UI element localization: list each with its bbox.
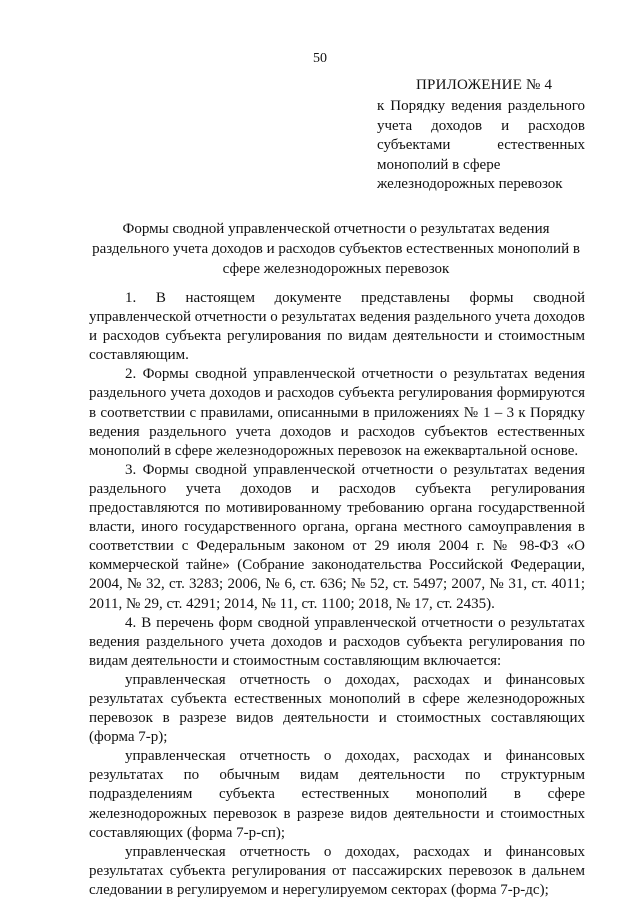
list-item-form-7-r: управленческая отчетность о доходах, расходах и финансовых результатах субъекта естественных монополий в сфере железнодорожных перевозок в разрезе видов деятельности и стоимостных составляющих (форма 7-р);: [89, 671, 585, 746]
appendix-reference: [377, 97, 585, 195]
appendix-heading: ПРИЛОЖЕНИЕ № 4: [416, 77, 553, 93]
paragraph-2: 2. Формы сводной управленческой отчетности о результатах ведения раздельного учета доходов и расходов субъекта регулирования формируются в соответствии с правилами, описанными в приложениях № 1 – 3 к Порядку ведения раздельного учета доходов и расходов субъектов естественных монополий в сфере железнодорожных перевозок на ежеквартальной основе.: [89, 366, 585, 459]
appendix-reference-last-line: железнодорожных перевозок: [377, 176, 563, 192]
list-item-form-7-r-ds: управленческая отчетность о доходах, расходах и финансовых результатах субъекта регулирования от пассажирских перевозок в дальнем следовании в регулируемом и нерегулируемом секторах (форма 7-р-дс);: [89, 843, 585, 898]
appendix-reference-text: к Порядку ведения раздельного учета доходов и расходов субъектами естественных монополий в сфере: [377, 98, 585, 173]
document-body: [89, 289, 585, 900]
paragraph-4: 4. В перечень форм сводной управленческой отчетности о результатах ведения раздельного учета доходов и расходов субъекта регулирования по видам деятельности и стоимостным составляющим включается:: [89, 614, 585, 669]
paragraph-3: 3. Формы сводной управленческой отчетности о результатах ведения раздельного учета доходов и расходов субъекта регулирования предоставляются по мотивированному требованию органа государственной власти, иного государственного органа, органа местного самоуправления в соответствии с Федеральным законом от 29 июля 2004 г. № 98-ФЗ «О коммерческой тайне» (Собрание законодательства Российской Федерации, 2004, № 32, ст. 3283; 2006, № 6, ст. 636; № 52, ст. 5497; 2007, № 31, ст. 4011; 2011, № 29, ст. 4291; 2014, № 11, ст. 1100; 2018, № 17, ст. 2435).: [89, 461, 585, 612]
paragraph-1: 1. В настоящем документе представлены формы сводной управленческой отчетности о результатах ведения раздельного учета доходов и расходов субъекта регулирования по видам деятельности и стоимостным составляющим.: [89, 290, 585, 364]
document-title: Формы сводной управленческой отчетности о результатах ведения раздельного учета доходов и расходов субъектов естественных монополий в сфере железнодорожных перевозок: [92, 221, 580, 277]
list-item-form-7-r-sp: управленческая отчетность о доходах, расходах и финансовых результатах по обычным видам деятельности по структурным подразделениям субъекта естественных монополий в сфере железнодорожных перевозок в разрезе видов деятельности и стоимостных составляющих (форма 7-р-сп);: [89, 748, 585, 841]
page-number: 50: [313, 51, 327, 66]
